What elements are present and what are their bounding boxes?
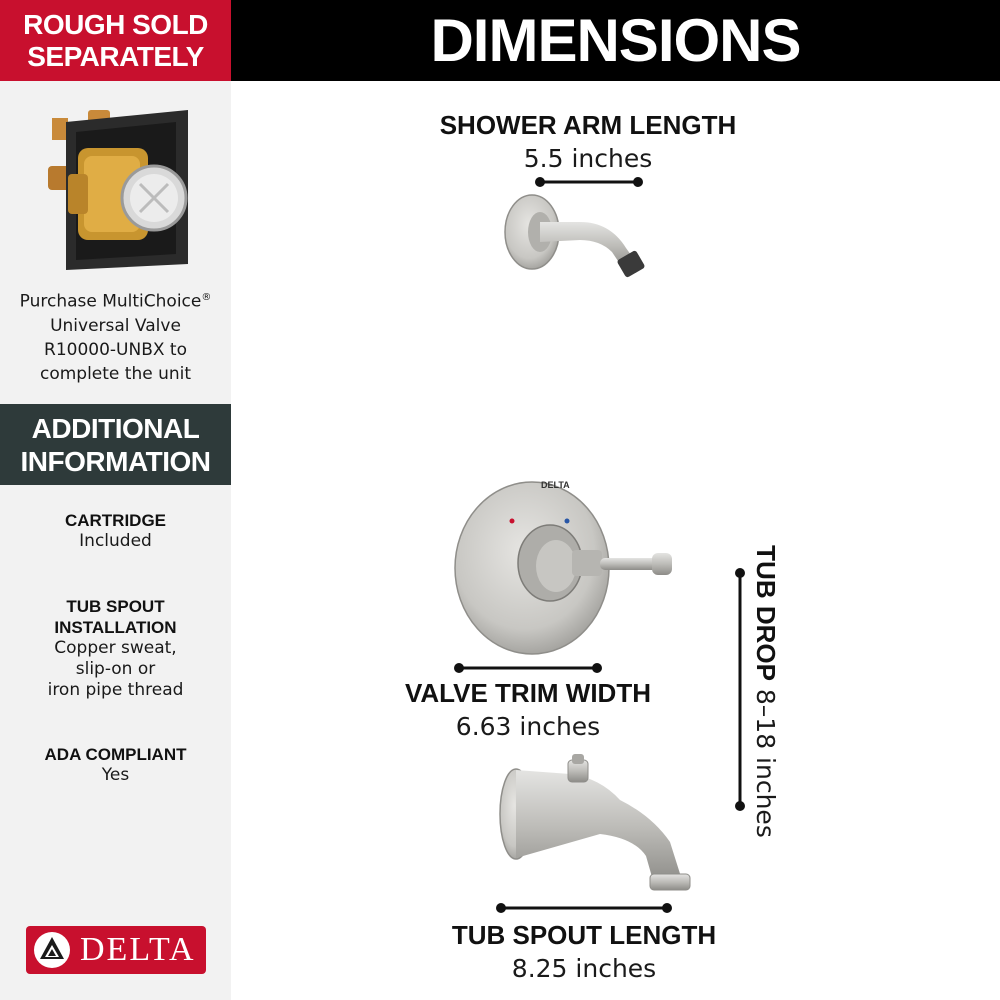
tub-drop-value: 8–18 inches [750,688,780,838]
valve-trim-value: 6.63 inches [455,712,601,741]
shower-arm-label: SHOWER ARM LENGTH [439,110,737,140]
info-value: slip-on or [75,659,156,679]
tub-spout-image [500,754,690,890]
additional-line1: ADDITIONAL [31,412,200,444]
info-key: CARTRIDGE [64,511,167,530]
tub-spout-value: 8.25 inches [511,954,657,983]
valve-text-line4: complete the unit [39,363,192,384]
valve-trim-label: VALVE TRIM WIDTH [404,678,651,708]
shower-arm-value: 5.5 inches [523,144,653,173]
shower-arm-dimension-line [535,177,643,187]
tub-drop-label: TUB DROP [750,544,781,681]
tub-spout-label: TUB SPOUT LENGTH [451,920,717,950]
rough-sold-line2: SEPARATELY [27,40,204,72]
valve-trim-dimension-line [454,663,602,673]
valve-text-line1: Purchase MultiChoice [19,291,202,312]
info-key: TUB SPOUT [66,597,165,616]
valve-trim-image [455,480,672,654]
info-key: ADA COMPLIANT [44,745,187,764]
rough-sold-line1: ROUGH SOLD [23,8,208,40]
valve-text-line2: Universal Valve [50,315,181,336]
valve-text-line3: R10000-UNBX to [44,339,187,360]
info-key: INSTALLATION [54,618,177,637]
info-value: Included [79,531,152,551]
registered-mark: ® [201,292,212,303]
delta-logo-text: DELTA [80,931,196,968]
info-value: Yes [101,765,130,785]
tub-drop-text [735,544,795,838]
info-value: Copper sweat, [54,638,177,658]
trim-brand-text: DELTA [541,480,570,490]
shower-arm-image [505,195,646,278]
additional-line2: INFORMATION [20,445,211,477]
dimensions-title-text: DIMENSIONS [430,7,801,74]
info-value: iron pipe thread [47,680,184,700]
tub-spout-dimension-line [496,903,672,913]
